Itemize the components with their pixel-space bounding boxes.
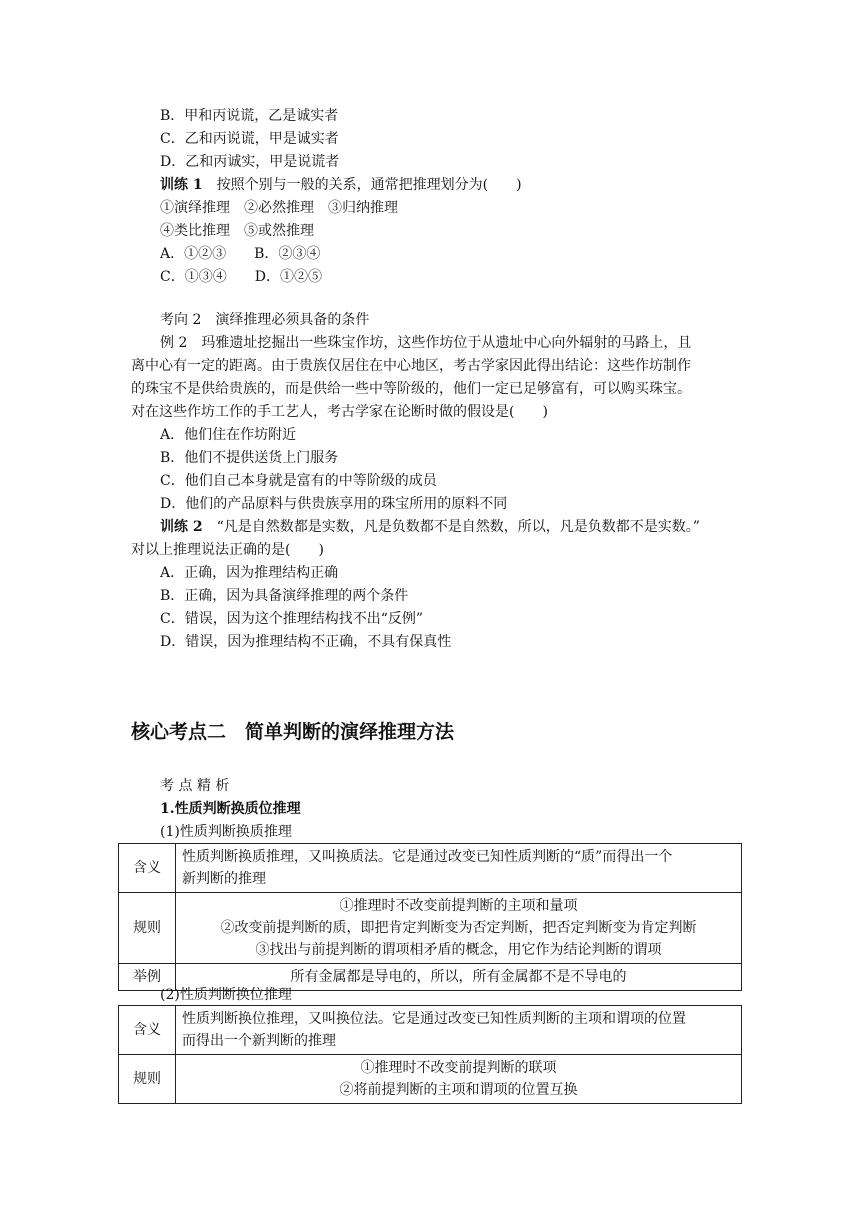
option-d: D．乙和丙诚实，甲是说谎者	[160, 154, 340, 170]
table-cell-meaning	[176, 1006, 742, 1055]
training1-items-line2: ④类比推理 ⑤或然推理	[160, 223, 314, 239]
training1-option-c: C．①③④	[160, 269, 227, 285]
training2-line2: 对以上推理说法正确的是( )	[131, 542, 324, 558]
meaning-line2: 而得出一个新判断的推理	[182, 1033, 336, 1049]
training2-option-d: D．错误，因为推理结构不正确，不具有保真性	[160, 634, 452, 650]
table-label-rules: 规则	[119, 1055, 176, 1104]
table-cell-rules	[176, 1055, 742, 1104]
training1-question	[160, 174, 522, 196]
subsection-title: 1.性质判断换质位推理	[160, 801, 301, 817]
meaning-line1: 性质判断换位推理，又叫换位法。它是通过改变已知性质判断的主项和谓项的位置	[182, 1011, 686, 1027]
example2-option-a: A．他们住在作坊附近	[160, 427, 297, 443]
table-label-meaning: 含义	[119, 1006, 176, 1055]
training1-option-a: A．①②③	[160, 246, 227, 262]
analysis-label: 考 点 精 析	[160, 778, 230, 794]
training2-option-b: B．正确，因为具备演绎推理的两个条件	[160, 588, 409, 604]
meaning-line2: 新判断的推理	[182, 871, 266, 887]
example2-option-b: B．他们不提供送货上门服务	[160, 450, 339, 466]
training2-line1	[160, 516, 700, 538]
table-cell-example: 所有金属都是导电的，所以，所有金属都不是不导电的	[176, 964, 742, 991]
table-row	[119, 1055, 742, 1104]
option-b: B．甲和丙说谎，乙是诚实者	[160, 108, 339, 124]
conversion-position-table	[118, 1005, 742, 1104]
example2-line1: 例 2 玛雅遗址挖掘出一些珠宝作坊，这些作坊位于从遗址中心向外辐射的马路上，且	[160, 335, 692, 351]
table-cell-rules	[176, 893, 742, 964]
training1-option-b: B．②③④	[254, 246, 321, 262]
table-row	[119, 1006, 742, 1055]
training1-items-line1: ①演绎推理 ②必然推理 ③归纳推理	[160, 200, 398, 216]
training1-text: 按照个别与一般的关系，通常把推理划分为( )	[216, 177, 522, 193]
example2-line2: 离中心有一定的距离。由于贵族仅居住在中心地区，考古学家因此得出结论：这些作坊制作	[131, 358, 691, 374]
meaning-line1: 性质判断换质推理，又叫换质法。它是通过改变已知性质判断的“质”而得出一个	[182, 849, 673, 865]
direction2-title: 考向 2 演绎推理必须具备的条件	[160, 312, 370, 328]
example2-option-c: C．他们自己本身就是富有的中等阶级的成员	[160, 473, 437, 489]
rule-1: ①推理时不改变前提判断的联项	[360, 1060, 557, 1076]
subsection-1a: (1)性质判断换质推理	[160, 824, 292, 840]
example2-option-d: D．他们的产品原料与供贵族享用的珠宝所用的原料不同	[160, 496, 508, 512]
conversion-table	[118, 843, 742, 991]
training2-option-c: C．错误，因为这个推理结构找不出“反例”	[160, 611, 424, 627]
section-heading: 核心考点二 简单判断的演绎推理方法	[131, 721, 455, 743]
example2-line4: 对在这些作坊工作的手工艺人，考古学家在论断时做的假设是( )	[131, 404, 548, 420]
example2-line3: 的珠宝不是供给贵族的，而是供给一些中等阶级的，他们一定已足够富有，可以购买珠宝。	[131, 381, 691, 397]
table-row	[119, 844, 742, 893]
table-row	[119, 893, 742, 964]
table-label-rules: 规则	[119, 893, 176, 964]
table-cell-meaning	[176, 844, 742, 893]
training2-label: 训练 2	[160, 519, 203, 535]
subsection-1b: (2)性质判断换位推理	[160, 987, 292, 1003]
table-label-example: 举例	[119, 964, 176, 991]
rule-2: ②将前提判断的主项和谓项的位置互换	[339, 1082, 578, 1098]
rule-1: ①推理时不改变前提判断的主项和量项	[339, 898, 578, 914]
training2-text: “凡是自然数都是实数，凡是负数都不是自然数，所以，凡是负数都不是实数。”	[216, 519, 700, 535]
training1-option-d: D．①②⑤	[254, 269, 322, 285]
training1-label: 训练 1	[160, 177, 203, 193]
training1-options-cd	[160, 266, 322, 288]
training2-option-a: A．正确，因为推理结构正确	[160, 565, 339, 581]
rule-3: ③找出与前提判断的谓项相矛盾的概念，用它作为结论判断的谓项	[255, 942, 662, 958]
table-label-meaning: 含义	[119, 844, 176, 893]
training1-options-ab	[160, 243, 320, 265]
rule-2: ②改变前提判断的质，即把肯定判断变为否定判断，把否定判断变为肯定判断	[220, 920, 697, 936]
option-c: C．乙和丙说谎，甲是诚实者	[160, 131, 339, 147]
